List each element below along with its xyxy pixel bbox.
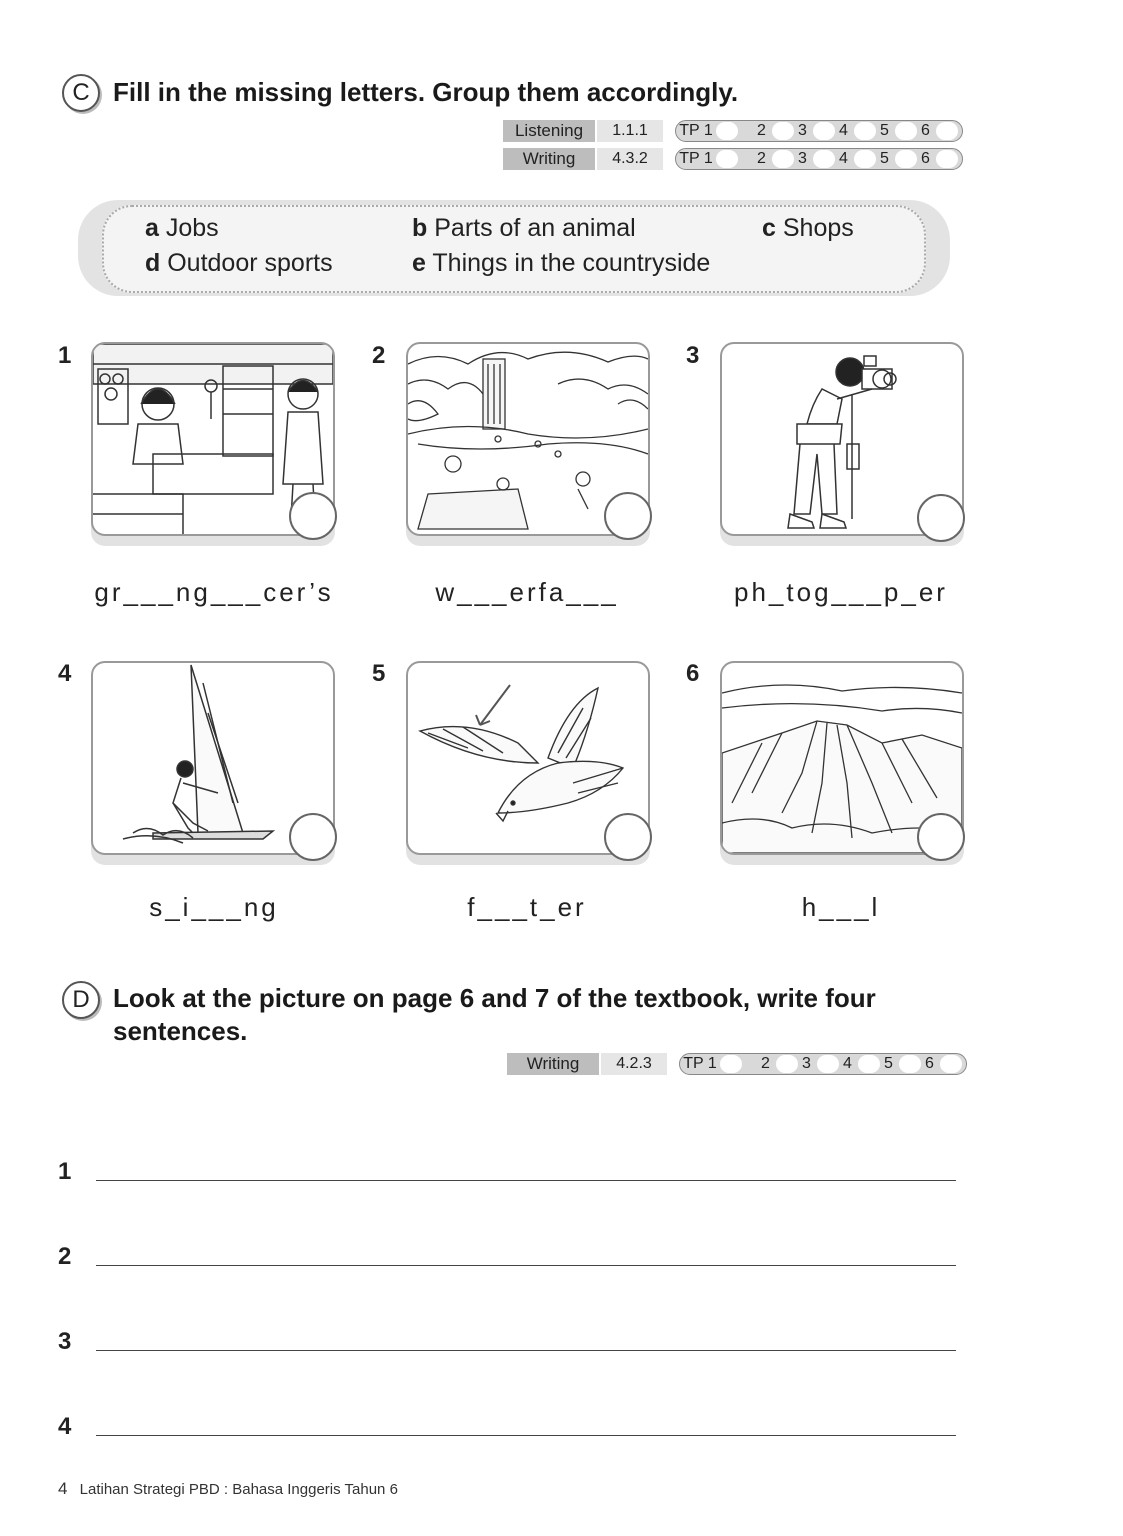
tp-level-3[interactable]: 3: [798, 149, 839, 169]
sentence-line-number: 3: [58, 1328, 72, 1355]
tp-level-1-oval[interactable]: [716, 121, 757, 141]
skill-row-writing: [503, 148, 963, 170]
tp-level-box: [679, 1053, 967, 1075]
item-number: 6: [686, 660, 700, 687]
tp-label: TP 1: [683, 1055, 717, 1072]
tp-level-6[interactable]: 6: [921, 149, 962, 169]
item-number: 2: [372, 342, 386, 369]
tp-level-5[interactable]: 5: [880, 149, 921, 169]
tp-level-3[interactable]: 3: [798, 121, 839, 141]
sentence-line-number: 4: [58, 1413, 72, 1440]
sentence-line-2[interactable]: [96, 1265, 956, 1266]
tp-level-5[interactable]: 5: [884, 1054, 925, 1074]
page-number: 4: [58, 1479, 68, 1498]
tp-level-6[interactable]: 6: [921, 121, 962, 141]
skill-code: 1.1.1: [597, 120, 663, 142]
tp-level-1-oval[interactable]: [720, 1054, 761, 1074]
skill-code: 4.2.3: [601, 1053, 667, 1075]
page-footer: [58, 1479, 398, 1499]
skill-name: Listening: [503, 120, 595, 142]
category-a: a Jobs: [145, 214, 219, 242]
tp-level-1-oval[interactable]: [716, 149, 757, 169]
skill-name: Writing: [503, 148, 595, 170]
missing-letters-word-6: h___l: [801, 892, 881, 922]
item-number: 4: [58, 660, 72, 687]
answer-circle-2[interactable]: [604, 492, 652, 540]
tp-level-3[interactable]: 3: [802, 1054, 843, 1074]
section-c-badge: C: [62, 74, 100, 112]
item-number: 3: [686, 342, 700, 369]
sentence-line-1[interactable]: [96, 1180, 956, 1181]
tp-level-4[interactable]: 4: [843, 1054, 884, 1074]
answer-circle-1[interactable]: [289, 492, 337, 540]
tp-level-2[interactable]: 2: [757, 121, 798, 141]
missing-letters-word-3: ph_tog___p_er: [734, 577, 948, 607]
tp-level-6[interactable]: 6: [925, 1054, 966, 1074]
missing-letters-word-1: gr___ng___cer’s: [94, 577, 334, 607]
sentence-line-3[interactable]: [96, 1350, 956, 1351]
item-number: 5: [372, 660, 386, 687]
tp-level-box: [675, 148, 963, 170]
tp-label: TP 1: [679, 150, 713, 167]
tp-level-2[interactable]: 2: [757, 149, 798, 169]
answer-circle-6[interactable]: [917, 813, 965, 861]
category-b: b Parts of an animal: [412, 214, 636, 242]
skill-row-writing-d: [507, 1053, 967, 1075]
sentence-line-4[interactable]: [96, 1435, 956, 1436]
section-d-title-line1: Look at the picture on page 6 and 7 of the textbook, write four: [113, 983, 876, 1013]
section-d-title-line2: sentences.: [113, 1016, 248, 1046]
skill-name: Writing: [507, 1053, 599, 1075]
skill-row-listening: [503, 120, 963, 142]
sentence-line-number: 2: [58, 1243, 72, 1270]
missing-letters-word-2: w___erfa___: [435, 577, 619, 607]
missing-letters-word-5: f___t_er: [467, 892, 587, 922]
category-d: d Outdoor sports: [145, 249, 333, 277]
answer-circle-5[interactable]: [604, 813, 652, 861]
tp-level-5[interactable]: 5: [880, 121, 921, 141]
tp-level-box: [675, 120, 963, 142]
tp-label: TP 1: [679, 122, 713, 139]
category-c: c Shops: [762, 214, 854, 242]
category-e: e Things in the countryside: [412, 249, 711, 277]
item-number: 1: [58, 342, 72, 369]
section-d-badge: D: [62, 981, 100, 1019]
skill-code: 4.3.2: [597, 148, 663, 170]
answer-circle-4[interactable]: [289, 813, 337, 861]
answer-circle-3[interactable]: [917, 494, 965, 542]
tp-level-2[interactable]: 2: [761, 1054, 802, 1074]
tp-level-4[interactable]: 4: [839, 121, 880, 141]
missing-letters-word-4: s_i___ng: [149, 892, 279, 922]
footer-text: Latihan Strategi PBD : Bahasa Inggeris Tahun 6: [79, 1481, 398, 1498]
sentence-line-number: 1: [58, 1158, 72, 1185]
section-c-title: Fill in the missing letters. Group them accordingly.: [113, 77, 739, 107]
tp-level-4[interactable]: 4: [839, 149, 880, 169]
